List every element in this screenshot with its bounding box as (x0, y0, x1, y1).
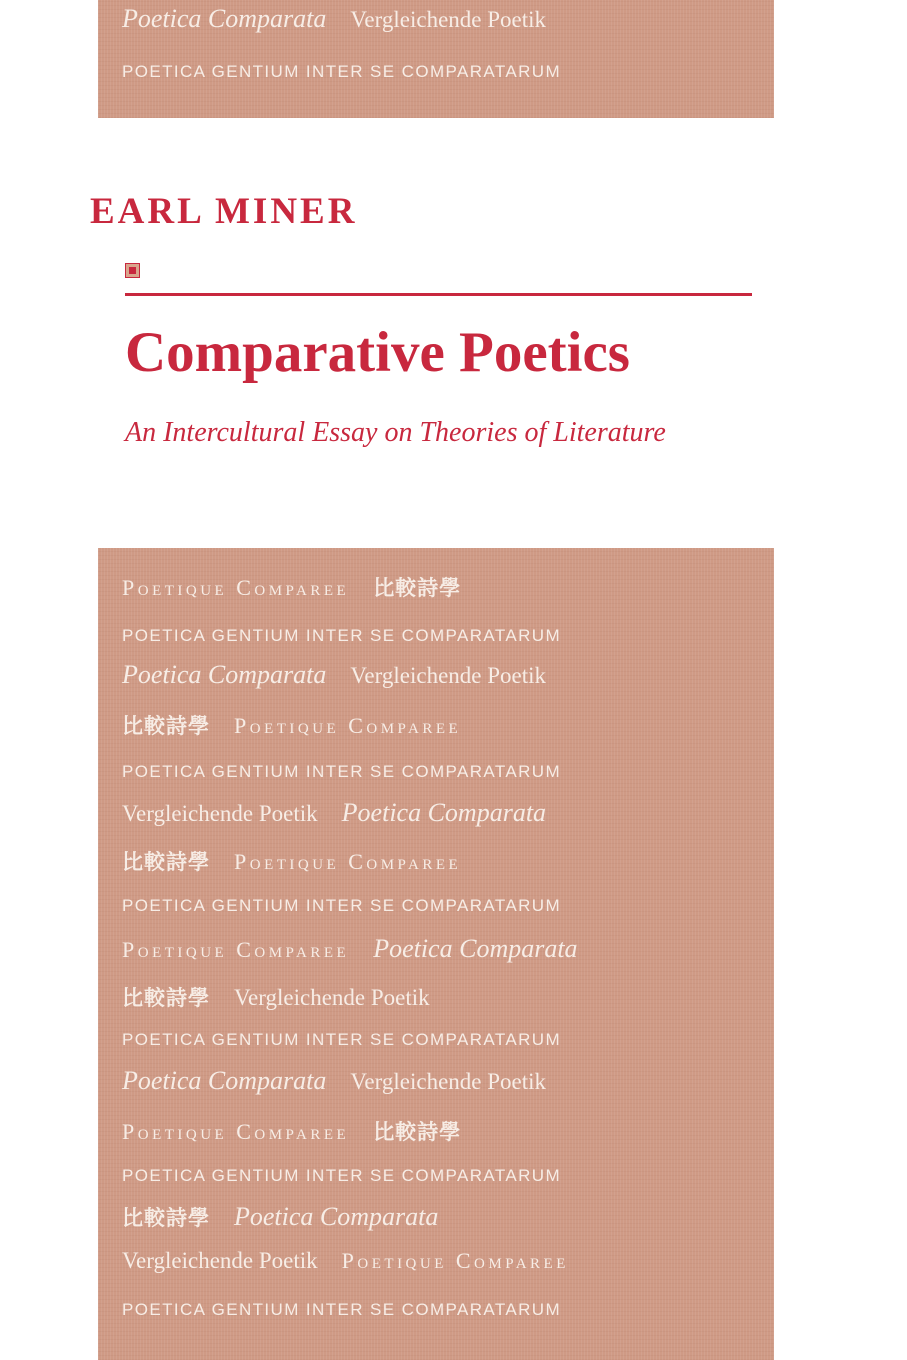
band-line (122, 896, 585, 916)
band-phrase: Poetica Comparata (122, 660, 327, 689)
band-line (122, 934, 602, 964)
bottom-pattern-band (98, 548, 774, 1360)
band-phrase: Vergleichende Poetik (122, 801, 318, 826)
author-name: EARL MINER (90, 191, 358, 232)
band-phrase: Vergleichende Poetik (350, 663, 547, 688)
band-phrase: 比較詩學 (373, 1120, 462, 1144)
band-phrase: POETICA GENTIUM INTER SE COMPARATARUM (122, 1030, 562, 1049)
band-phrase: Poetica Comparata (234, 1202, 439, 1231)
band-phrase: POETICA GENTIUM INTER SE COMPARATARUM (122, 1300, 562, 1319)
band-line (122, 1300, 585, 1320)
band-phrase: POETICA GENTIUM INTER SE COMPARATARUM (122, 896, 562, 915)
band-phrase: Poetique Comparee (234, 713, 462, 738)
band-line (122, 846, 485, 876)
band-phrase: Poetique Comparee (122, 1119, 350, 1144)
band-phrase: POETICA GENTIUM INTER SE COMPARATARUM (122, 1166, 562, 1185)
band-line (122, 798, 570, 828)
publisher-logo-icon (125, 263, 140, 278)
band-line (122, 710, 485, 740)
band-phrase: Poetique Comparee (122, 937, 350, 962)
band-phrase: Poetica Comparata (122, 4, 327, 33)
band-phrase: Vergleichende Poetik (350, 7, 547, 32)
band-line (122, 4, 570, 34)
band-phrase: 比較詩學 (122, 986, 210, 1010)
band-phrase: Poetica Comparata (373, 934, 578, 963)
band-line (122, 762, 585, 782)
band-line (122, 660, 570, 690)
band-phrase: 比較詩學 (373, 576, 462, 600)
band-phrase: 比較詩學 (122, 1206, 210, 1230)
band-phrase: Poetique Comparee (341, 1248, 569, 1273)
band-phrase: 比較詩學 (122, 714, 210, 738)
band-phrase: Poetique Comparee (234, 849, 462, 874)
band-line (122, 1116, 485, 1146)
title-divider (125, 293, 752, 296)
band-line (122, 982, 454, 1012)
band-line (122, 626, 585, 646)
book-title: Comparative Poetics (125, 321, 630, 384)
band-phrase: Vergleichende Poetik (350, 1069, 547, 1094)
band-phrase: Vergleichende Poetik (122, 1248, 318, 1273)
band-phrase: Poetica Comparata (122, 1066, 327, 1095)
band-line (122, 1166, 585, 1186)
book-subtitle: An Intercultural Essay on Theories of Literature (125, 417, 666, 448)
band-line (122, 62, 585, 82)
band-line (122, 572, 485, 602)
band-line (122, 1066, 570, 1096)
band-line (122, 1030, 585, 1050)
band-phrase: Poetica Comparata (341, 798, 547, 827)
band-phrase: POETICA GENTIUM INTER SE COMPARATARUM (122, 626, 562, 645)
band-line (122, 1248, 593, 1274)
band-phrase: Vergleichende Poetik (234, 985, 430, 1010)
top-pattern-band (98, 0, 774, 118)
band-phrase: POETICA GENTIUM INTER SE COMPARATARUM (122, 762, 562, 781)
band-phrase: Poetique Comparee (122, 575, 350, 600)
band-phrase: POETICA GENTIUM INTER SE COMPARATARUM (122, 62, 562, 81)
band-phrase: 比較詩學 (122, 850, 210, 874)
band-line (122, 1202, 462, 1232)
